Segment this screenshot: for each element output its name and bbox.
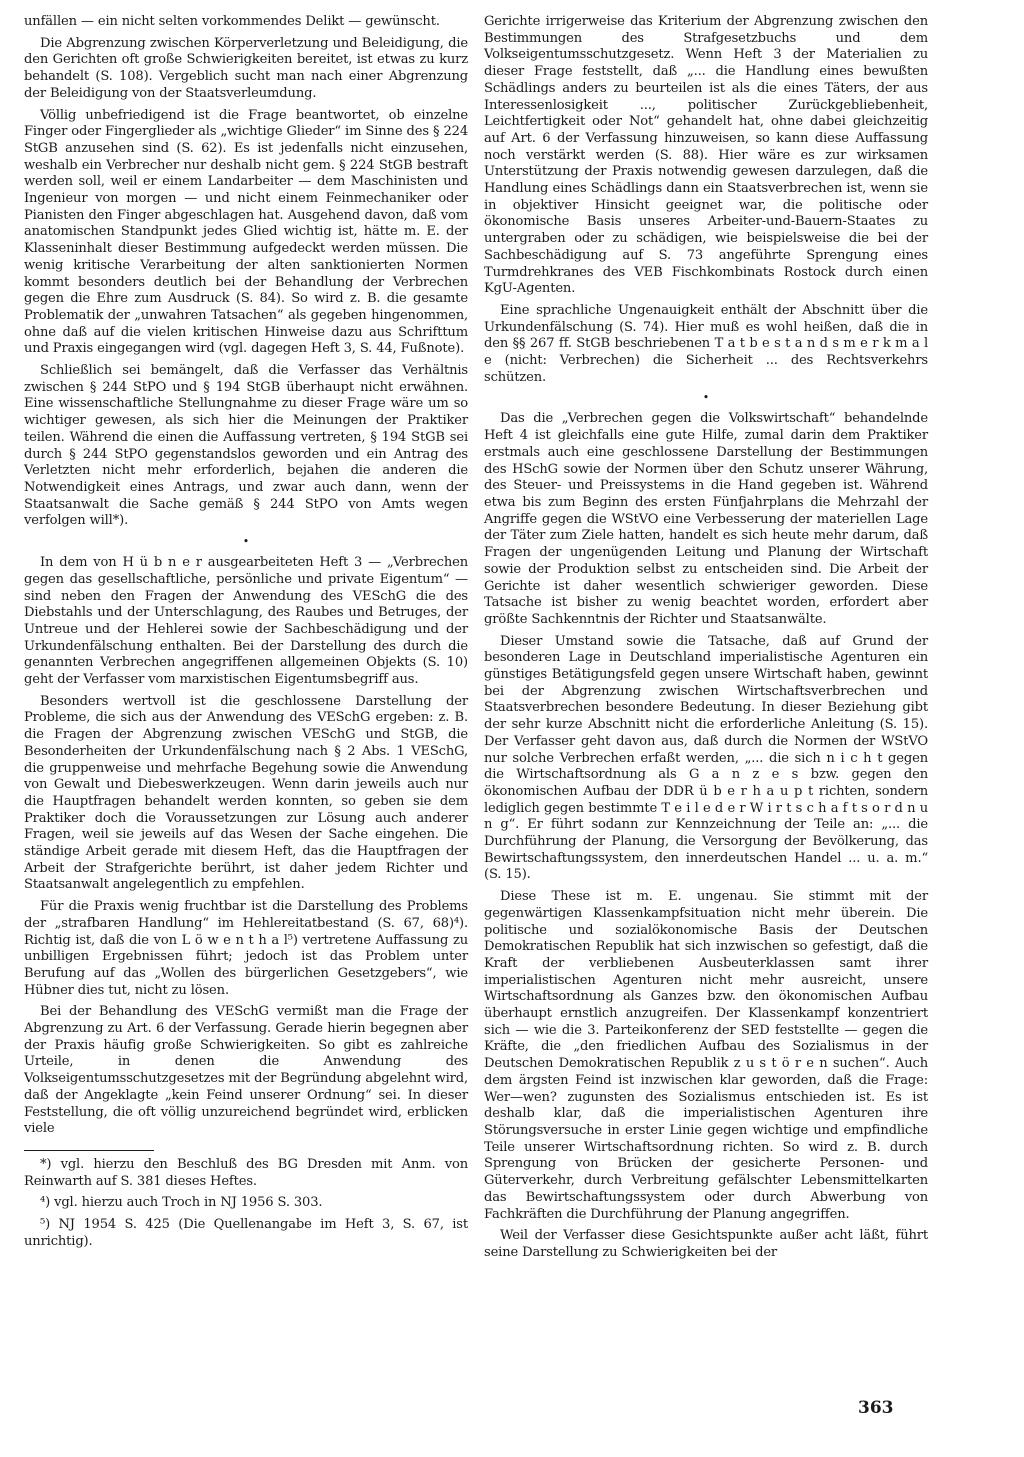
paragraph: Weil der Verfasser diese Gesichtspunkte außer acht läßt, führt seine Darstellung zu Schwierigkeiten bei der	[484, 1228, 928, 1260]
left-column	[24, 14, 468, 1256]
paragraph: unfällen — ein nicht selten vorkommendes Delikt — gewünscht.	[24, 14, 440, 29]
page-number: 363	[858, 1398, 894, 1418]
footnote: ⁵) NJ 1954 S. 425 (Die Quellenangabe im Heft 3, S. 67, ist unrichtig).	[24, 1217, 468, 1249]
paragraph: In dem von H ü b n e r ausgearbeiteten Heft 3 — „Verbrechen gegen das gesellschaftliche, persönliche und private Eigentum“ — sind neben den Fragen der Anwendung des VESchG die des Diebstahls und der Unterschlagung, des Raubes und Betruges, der Untreue und der Hehlerei sowie der Sachbeschädigung und der Urkundenfälschung enthalten. Bei der Darstellung des durch die genannten Verbrechen angegriffenen allgemeinen Objekts (S. 10) geht der Verfasser vom marxistischen Eigentumsbegriff aus.	[24, 555, 468, 688]
paragraph: Völlig unbefriedigend ist die Frage beantwortet, ob einzelne Finger oder Fingerglieder als „wichtige Glieder“ im Sinne des § 224 StGB anzusehen sind (S. 62). Es ist jedenfalls nicht einzusehen, weshalb ein Verbrecher nur deshalb nicht gem. § 224 StGB bestraft werden soll, weil er einem Landarbeiter — dem Maschinisten und Ingenieur von morgen — und nicht einem Feinmechaniker oder Pianisten den Finger abgeschlagen hat. Ausgehend davon, daß vom anatomischen Standpunkt jedes Glied wichtig ist, hätte m. E. der Klasseninhalt dieser Bestimmung aufgedeckt werden müssen. Die wenig kritische Verarbeitung der alten sanktionierten Normen kommt besonders deutlich bei der Behandlung der Verbrechen gegen die Ehre zum Ausdruck (S. 84). So wird z. B. die gesamte Problematik der „unwahren Tatsachen“ als gegeben hingenommen, ohne daß auf die vielen kritischen Hinweise dazu aus Schrifttum und Praxis eingegangen wird (vgl. dagegen Heft 3, S. 44, Fußnote).	[24, 107, 468, 357]
footnote: ⁴) vgl. hierzu auch Troch in NJ 1956 S. 303.	[40, 1195, 323, 1211]
paragraph: Diese These ist m. E. ungenau. Sie stimmt mit der gegenwärtigen Klassenkampfsituation nicht mehr überein. Die politische und sozialökonomische Basis der Deutschen Demokratischen Republik hat sich inzwischen so gefestigt, daß die Kraft der verbliebenen Ausbeuterklassen samt ihrer imperialistischen Agenturen nicht mehr ausreicht, unsere Wirtschaftsordnung als Ganzes bzw. den ökonomischen Aufbau überhaupt ernstlich anzugreifen. Der Klassenkampf konzentriert sich — wie die 3. Parteikonferenz der SED feststellte — gegen die Kräfte, die „den friedlichen Aufbau des Sozialismus in der Deutschen Demokratischen Republik z u s t ö r e n suchen“. Auch dem ärgsten Feind ist inzwischen klar geworden, daß die Frage: Wer—wen? zugunsten des Sozialismus entschieden ist. Es ist deshalb klar, daß die imperialistischen Agenturen ihre Störungsversuche in erster Linie gegen wichtige und empfindliche Teile unserer Wirtschaftsordnung richten. So wird z. B. durch Sprengung von Brücken der gesicherte Personen- und Güterverkehr, durch Verbreitung gefälschter Lebensmittelkarten das Bewirtschaftungssystem oder durch Abwerbung von Fachkräften die Durchführung der Planung angegriffen.	[484, 889, 928, 1222]
footnote: *) vgl. hierzu den Beschluß des BG Dresden mit Anm. von Reinwarth auf S. 381 dieses Heftes.	[24, 1157, 468, 1189]
paragraph: Für die Praxis wenig fruchtbar ist die Darstellung des Problems der „strafbaren Handlung“ im Hehlereitatbestand (S. 67, 68)⁴). Richtig ist, daß die von L ö w e n t h a l⁵) vertretene Auffassung zu unbilligen Ergebnissen führt; jedoch ist das Problem unter Berufung auf das „Wollen des bürgerlichen Gesetzgebers“, wie Hübner dies tut, nicht zu lösen.	[24, 899, 468, 998]
paragraph: Schließlich sei bemängelt, daß die Verfasser das Verhältnis zwischen § 244 StPO und § 194 StGB überhaupt nicht erwähnen. Eine wissenschaftliche Stellungnahme zu dieser Frage wäre um so wichtiger gewesen, als sich hier die Meinungen der Praktiker teilen. Während die einen die Auffassung vertreten, § 194 StGB sei durch § 244 StPO gegenstandslos geworden und ein Antrag des Verletzten nicht mehr erforderlich, bejahen die anderen die Notwendigkeit eines Antrags, und zwar auch dann, wenn der Staatsanwalt die Sache gemäß § 244 StPO von Amts wegen verfolgen will*).	[24, 363, 468, 529]
paragraph: Gerichte irrigerweise das Kriterium der Abgrenzung zwischen den Bestimmungen des Strafgesetzbuchs und dem Volkseigentumsschutzgesetz. Wenn Heft 3 der Materialien zu dieser Frage feststellt, daß „... die Handlung eines bewußten Schädlings anders zu beurteilen ist als die eines Täters, der aus Interessenlosigkeit ..., politischer Zurückgebliebenheit, Leichtfertigkeit oder Not“ gehandelt hat, ohne dabei gleichzeitig auf Art. 6 der Verfassung hinzuweisen, so kann diese Auffassung noch verstärkt werden (S. 88). Hier wäre es zur wirksamen Unterstützung der Praxis notwendig gewesen darzulegen, daß die Handlung eines Schädlings dann ein Staatsverbrechen ist, wenn sie in objektiver Hinsicht geeignet war, die politische oder ökonomische Basis unseres Arbeiter-und-Bauern-Staates zu untergraben oder zu schädigen, wie beispielsweise die bei der Sachbeschädigung auf S. 73 angeführte Sprengung eines Turmdrehkranes des VEB Fischkombinats Rostock durch einen KgU-Agenten.	[484, 14, 928, 297]
paragraph: Bei der Behandlung des VESchG vermißt man die Frage der Abgrenzung zu Art. 6 der Verfassung. Gerade hierin begegnen aber der Praxis häufig große Schwierigkeiten. So gibt es zahlreiche Urteile, in denen die Anwendung des Volkseigentumsschutzgesetzes mit der Begründung abgelehnt wird, daß der Angeklagte „kein Feind unserer Ordnung“ sei. In dieser Feststellung, die oft völlig unzureichend begründet wird, erblicken viele	[24, 1004, 468, 1137]
paragraph: Das die „Verbrechen gegen die Volkswirtschaft“ behandelnde Heft 4 ist gleichfalls eine gute Hilfe, zumal darin dem Praktiker erstmals auch eine geschlossene Darstellung der Bestimmungen des HSchG sowie der Normen über den Schutz unserer Währung, des Steuer- und Preissystems in die Hand gegeben ist. Während etwa bis zum Beginn des ersten Fünfjahrplans die Mehrzahl der Angriffe gegen die WStVO eine Verbesserung der materiellen Lage der Täter zum Ziele hatten, handelt es sich heute mehr darum, daß Fragen der ungenügenden Leitung und Planung der Wirtschaft sowie der Produktion selbst zu entscheiden sind. Die Arbeit der Gerichte ist daher wesentlich schwieriger geworden. Diese Tatsache ist bisher zu wenig beachtet worden, erfordert aber größte Sachkenntnis der Richter und Staatsanwälte.	[484, 411, 928, 627]
paragraph: Dieser Umstand sowie die Tatsache, daß auf Grund der besonderen Lage in Deutschland imperialistische Agenturen ein günstiges Betätigungsfeld gegen unsere Wirtschaft haben, gewinnt bei der Abgrenzung zwischen Wirtschaftsverbrechen und Staatsverbrechen besondere Bedeutung. In dieser Beziehung gibt der sehr kurze Abschnitt nicht die erforderliche Anleitung (S. 15). Der Verfasser geht davon aus, daß durch die Normen der WStVO nur solche Verbrechen erfaßt werden, „... die sich n i c h t gegen die Wirtschaftsordnung als G a n z e s bzw. gegen den ökonomischen Aufbau der DDR ü b e r h a u p t richten, sondern lediglich gegen bestimmte T e i l e d e r W i r t s c h a f t s o r d n u n g“. Er führt sodann zur Kennzeichnung der Teile an: „... die Durchführung der Planung, die Versorgung der Bevölkerung, das Bewirtschaftungssystem, den innerdeutschen Handel ... u. a. m.“ (S. 15).	[484, 633, 928, 883]
section-separator: •	[242, 535, 250, 549]
paragraph: Besonders wertvoll ist die geschlossene Darstellung der Probleme, die sich aus der Anwendung des VESchG ergeben: z. B. die Fragen der Abgrenzung zwischen VESchG und StGB, die Besonderheiten der Urkundenfälschung nach § 2 Abs. 1 VESchG, die gruppenweise und mehrfache Begehung sowie die Anwendung von Gewalt und Diebeswerkzeugen. Wenn darin jeweils auch nur die Hauptfragen behandelt werden konnten, so geben sie dem Praktiker doch die Voraussetzungen zur Lösung auch anderer Fragen, weil sie jeweils auf das Wesen der Sache eingehen. Die ständige Arbeit gerade mit diesem Heft, das die Hauptfragen der Arbeit der Strafgerichte berührt, ist daher jedem Richter und Staatsanwalt angelegentlich zu empfehlen.	[24, 693, 468, 893]
footnote-rule	[24, 1150, 154, 1151]
right-column	[484, 14, 928, 1267]
paragraph: Eine sprachliche Ungenauigkeit enthält der Abschnitt über die Urkundenfälschung (S. 74). Hier muß es wohl heißen, daß die in den §§ 267 ff. StGB beschriebenen T a t b e s t a n d s m e r k m a l e (nicht: Verbrechen) die Sicherheit ... des Rechtsverkehrs schützen.	[484, 302, 928, 385]
section-separator: •	[702, 391, 710, 405]
paragraph: Die Abgrenzung zwischen Körperverletzung und Beleidigung, die den Gerichten oft große Schwierigkeiten bereitet, ist etwas zu kurz behandelt (S. 108). Vergeblich sucht man nach einer Abgrenzung der Beleidigung von der Staatsverleumdung.	[24, 35, 468, 101]
